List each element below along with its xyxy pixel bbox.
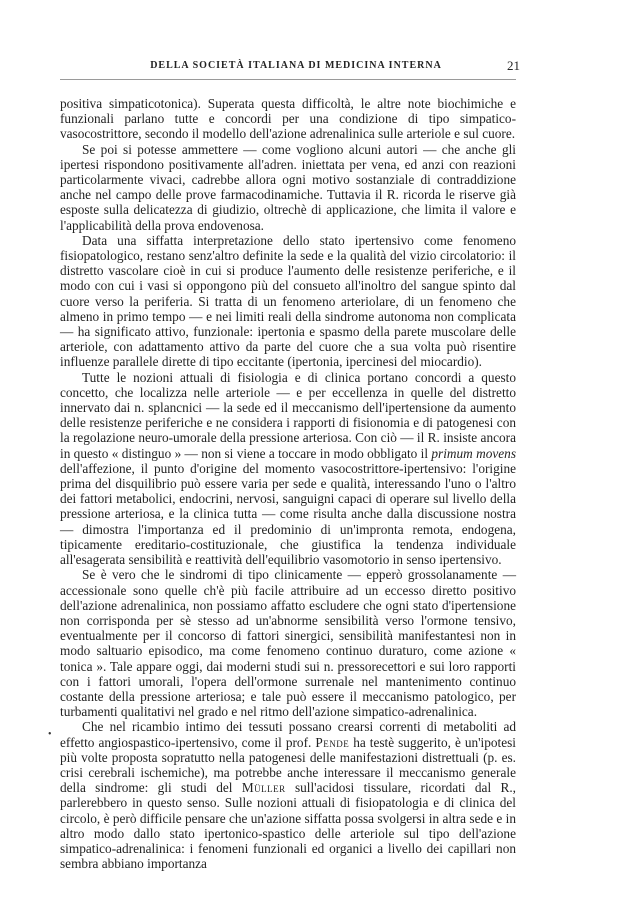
emphasis-primum-movens: primum movens: [431, 445, 516, 461]
paragraph-3: Data una siffatta interpretazione dello stato ipertensivo come fenomeno fisiopatologico, restano senz'altro definite la sede e la qualità del vizio circolatorio: il distretto vascolare cioè in cui si produce l'aumento delle resistenze periferiche, e il modo con cui i vasi si oppongono più del consueto all'inoltro del sangue spinto dal cuore verso la periferia. Si tratta di un fenomeno arteriolare, di un fenomeno che almeno in primo tempo — e nei limiti reali della sindrome autonoma non complicata — ha significato attivo, funzionale: ipertonia e spasmo della parete muscolare delle arteriole, con adattamento attivo da parte del cuore che a sua volta può risentire influenze parallele dirette di tipo eccitante (ipertonia, ipercinesi del miocardio).: [60, 232, 516, 370]
body-text: [60, 96, 516, 871]
paragraph-2: Se poi si potesse ammettere — come vogliono alcuni autori — che anche gli ipertesi rispondono positivamente all'adren. iniettata per vena, ed anzi con reazioni particolarmente vivaci, cadrebbe allora ogni motivo sostanziale di contraddizione anche nel campo delle prove farmacodinamiche. Tuttavia il R. ricorda le riserve già esposte sulla delicatezza di giudizio, oltrechè di applicazione, che limita il valore e l'applicabilità della prova endovenosa.: [60, 141, 516, 233]
author-name-pende: Pende: [315, 734, 350, 750]
paragraph-4: Tutte le nozioni attuali di fisiologia e di clinica portano concordi a questo concetto, che localizza nelle arteriole — e per eccellenza in quelle del distretto innervato dai n. splancnici — la sede ed il meccanismo dell'ipertensione da aumento delle resistenze periferiche e ne considera i rapporti di fisionomia e di patogenesi con la regolazione neuro-umorale della pressione arteriosa. Con ciò — il R. insiste ancora in questo « distinguo » — non si viene a toccare in modo obbligato il primum movens dell'affezione, il punto d'origine del momento vasocostrittore-ipertensivo: l'origine prima del disquilibrio può essere varia per sede e qualità, interessando l'uno o l'altro dei fattori metabolici, endocrini, nervosi, sanguigni capaci di operare sul livello della pressione arteriosa, e la clinica tutta — come risulta anche dalla discussione nostra — dimostra l'importanza ed il predominio di un'impronta remota, endogena, tipicamente ereditario-costituzionale, che giustifica la tendenza individuale all'esagerata sensibilità e reattività dell'equilibrio vasomotorio in senso ipertensivo.: [60, 369, 516, 568]
margin-mark: •: [48, 729, 52, 740]
paragraph-6: Che nel ricambio intimo dei tessuti possano crearsi correnti di metaboliti ad effetto angiospastico-ipertensivo, come il prof. Pende ha testè suggerito, è un'ipotesi più volte proposta sopratutto nella patogenesi delle manifestazioni distrettuali (p. es. crisi cerebrali ischemiche), ma potrebbe anche interessare il meccanismo generale della sindrome: gli studi del Müller sull'acidosi tissulare, ricordati dal R., parlerebbero in questo senso. Sulle nozioni attuali di fisiopatologia e di clinica del circolo, è però difficile pensare che un'azione siffatta possa svolgersi in altra sede e in altro modo dallo stato ipertonico-spastico delle arteriole sul tipo dell'azione simpatico-adrenalinica: i fenomeni funzionali ed organici a livello dei capillari non sembra abbiano importanza: [60, 719, 516, 872]
paragraph-1: positiva simpaticotonica). Superata questa difficoltà, le altre note biochimiche e funzionali parlano tutte e concordi per una condizione di tipo simpatico-vasocostrittore, secondo il modello dell'azione adrenalinica sulle arteriole e sul cuore.: [60, 96, 516, 142]
page-number: 21: [507, 58, 520, 73]
author-name-muller: Müller: [241, 780, 286, 796]
header-rule: [60, 79, 516, 80]
running-title: DELLA SOCIETÀ ITALIANA DI MEDICINA INTERNA: [150, 60, 442, 71]
paragraph-5: Se è vero che le sindromi di tipo clinicamente — epperò grossolanamente — accessionale sono quelle ch'è più facile attribuire ad un eccesso diretto positivo dell'azione adrenalinica, non possiamo affatto escludere che ogni stato d'ipertensione non corrisponda per sè stesso ad un'abnorme sensibilità verso l'ormone tensivo, eventualmente per il concorso di fattori sinergici, sensibilità manifestantesi non in modo saltuario episodico, ma come fenomeno continuo duraturo, come azione « tonica ». Tale appare oggi, dai moderni studi sui n. pressorecettori e sui loro rapporti con i fattori umorali, l'opera dell'ormone surrenale nel mantenimento continuo costante della pressione arteriosa; e tale può essere il meccanismo patologico, per turbamenti qualitativi nel grado e nel ritmo dell'azione simpatico-adrenalinica.: [60, 567, 516, 720]
running-header: [60, 60, 520, 76]
